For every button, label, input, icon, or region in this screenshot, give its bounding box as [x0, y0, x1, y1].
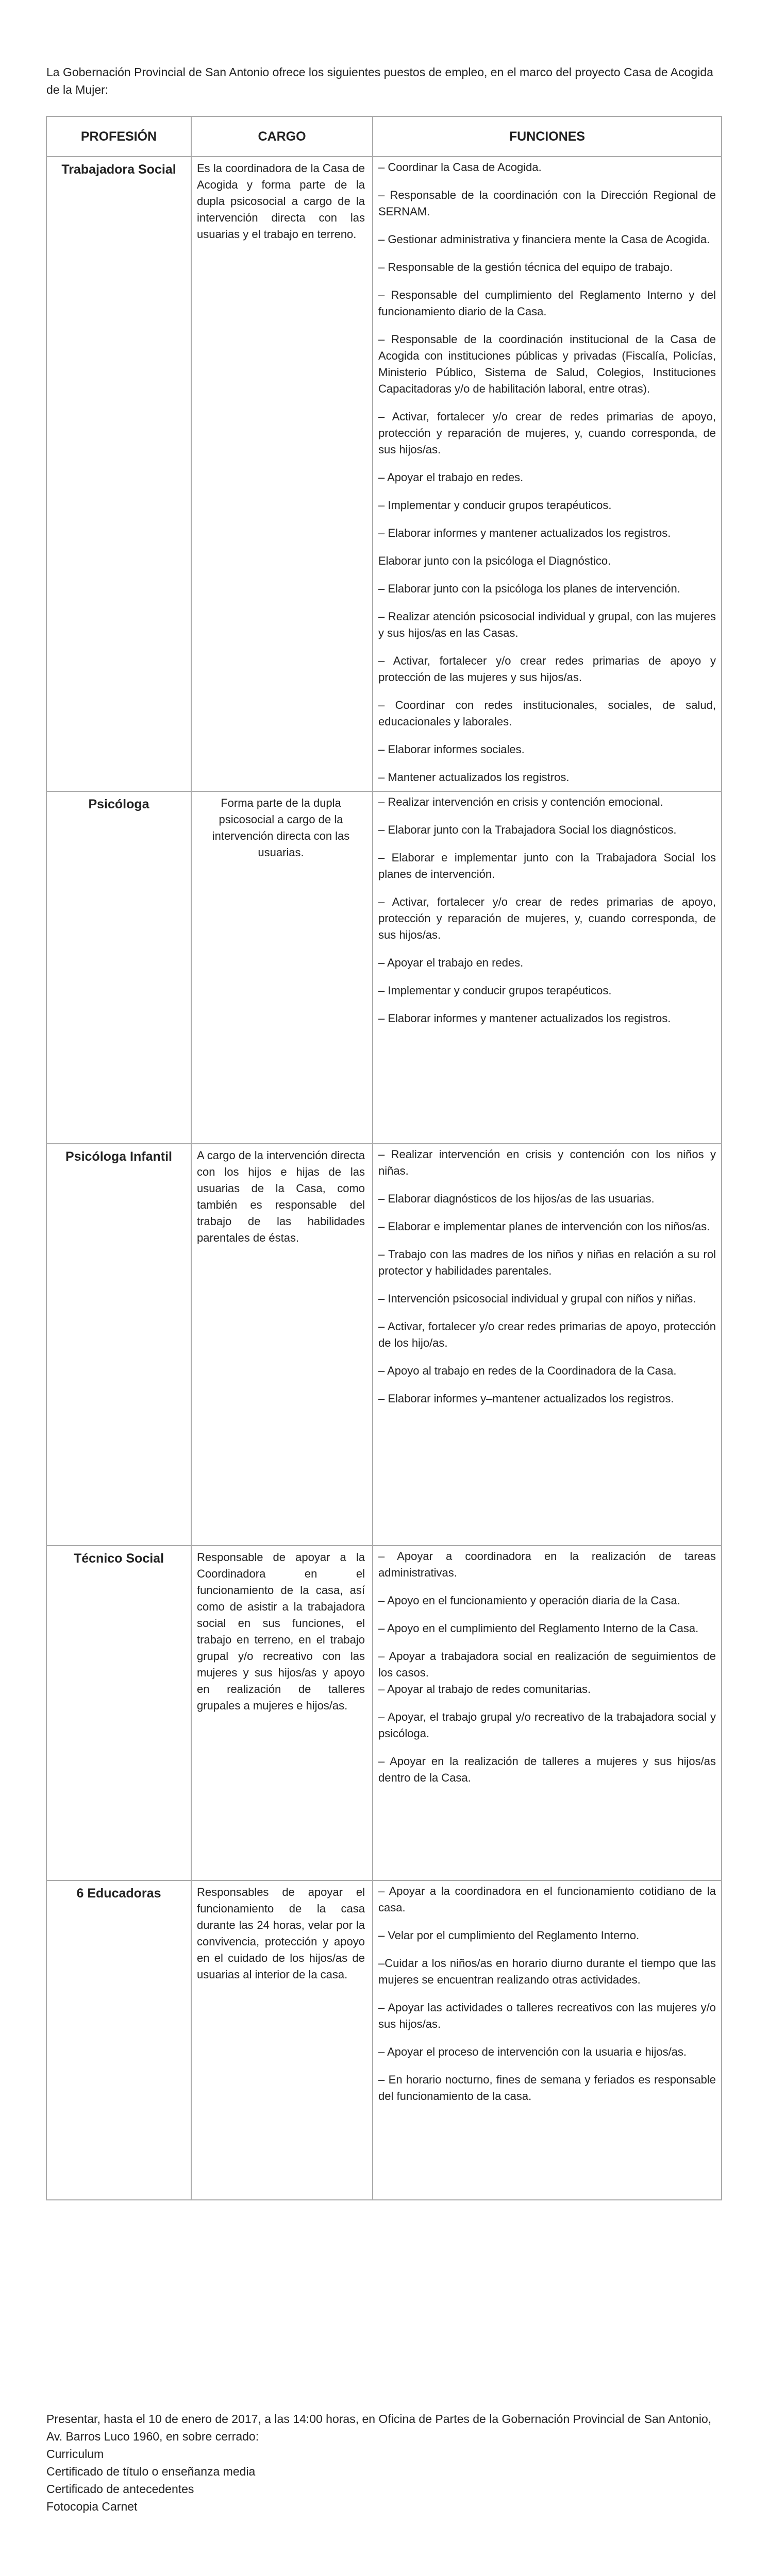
table-row-psicologa-infantil [46, 1144, 722, 1546]
function-item: – Elaborar informes y mantener actualizados los registros. [378, 1012, 671, 1025]
function-item: – Elaborar informes y–mantener actualizados los registros. [378, 1392, 674, 1405]
funciones-cell [373, 791, 722, 1144]
function-item: Elaborar junto con la psicóloga el Diagnóstico. [378, 554, 611, 567]
function-item: – Activar, fortalecer y/o crear de redes primarias de apoyo, protección y reparación de mujeres, y, cuando corresponda, de sus hijos/as. [378, 410, 716, 456]
function-item: – En horario nocturno, fines de semana y feriados es responsable del funcionamiento de la casa. [378, 2073, 716, 2103]
intro-paragraph: La Gobernación Provincial de San Antonio ofrece los siguientes puestos de empleo, en el marco del proyecto Casa de Acogida de la Mujer: [46, 65, 713, 96]
function-item: – Apoyar al trabajo de redes comunitarias. [378, 1683, 591, 1696]
function-item: – Activar, fortalecer y/o crear redes primarias de apoyo, protección de los hijo/as. [378, 1320, 716, 1349]
profesion-cell: Psicóloga [46, 791, 191, 1144]
table-row-trabajadora-social [46, 157, 722, 791]
funciones-cell [373, 1144, 722, 1546]
function-item: – Apoyar las actividades o talleres recreativos con las mujeres y/o sus hijos/as. [378, 2001, 716, 2030]
function-item: – Apoyo en el cumplimiento del Reglamento Interno de la Casa. [378, 1622, 699, 1635]
function-item: – Apoyo en el funcionamiento y operación diaria de la Casa. [378, 1594, 680, 1607]
function-item: – Responsable de la coordinación institucional de la Casa de Acogida con instituciones públicas y privadas (Fiscalía, Policías, Ministerio Público, Sistema de Salud, Colegios, Instituciones Capacitadoras y/o de habilitación laboral, entre otras). [378, 333, 716, 395]
header-cargo: CARGO [191, 116, 373, 157]
cargo-cell: Forma parte de la dupla psicosocial a cargo de la intervención directa con las usuarias. [191, 791, 373, 1144]
function-item: – Apoyar a trabajadora social en realización de seguimientos de los casos. [378, 1650, 716, 1679]
function-item: – Apoyar, el trabajo grupal y/o recreativo de la trabajadora social y psicóloga. [378, 1710, 716, 1740]
requirement-item: Curriculum [46, 2447, 104, 2461]
function-item: – Gestionar administrativa y financiera mente la Casa de Acogida. [378, 233, 710, 246]
function-item: – Mantener actualizados los registros. [378, 771, 570, 784]
header-funciones: FUNCIONES [373, 116, 722, 157]
function-item: – Apoyar en la realización de talleres a mujeres y sus hijos/as dentro de la Casa. [378, 1755, 716, 1784]
funciones-cell [373, 157, 722, 791]
function-item: – Realizar intervención en crisis y contención emocional. [378, 795, 663, 808]
table-header-row [46, 116, 722, 157]
function-item: – Elaborar informes sociales. [378, 743, 525, 756]
function-item: – Implementar y conducir grupos terapéuticos. [378, 499, 612, 512]
function-item: – Apoyar el trabajo en redes. [378, 956, 524, 969]
function-item: – Elaborar e implementar planes de intervención con los niños/as. [378, 1220, 710, 1233]
function-item: –Cuidar a los niños/as en horario diurno durante el tiempo que las mujeres se encuentran realizando otras actividades. [378, 1957, 716, 1986]
function-item: – Apoyar a coordinadora en la realización de tareas administrativas. [378, 1550, 716, 1579]
function-item: – Apoyo al trabajo en redes de la Coordinadora de la Casa. [378, 1364, 677, 1377]
function-item: – Apoyar a la coordinadora en el funcionamiento cotidiano de la casa. [378, 1885, 716, 1914]
requirement-item: Certificado de antecedentes [46, 2482, 194, 2496]
function-item: – Activar, fortalecer y/o crear redes primarias de apoyo y protección de las mujeres y sus hijos/as. [378, 654, 716, 684]
function-item: – Trabajo con las madres de los niños y niñas en relación a su rol protector y habilidades parentales. [378, 1248, 716, 1277]
job-positions-table [46, 116, 722, 2200]
function-item: – Elaborar diagnósticos de los hijos/as de las usuarias. [378, 1192, 655, 1205]
cargo-cell: A cargo de la intervención directa con los hijos e hijas de las usuarias de la Casa, como también es responsable del trabajo de las habilidades parentales de éstas. [191, 1144, 373, 1546]
funciones-cell [373, 1880, 722, 2200]
function-item: – Apoyar el trabajo en redes. [378, 471, 524, 484]
function-item: – Activar, fortalecer y/o crear de redes primarias de apoyo, protección y reparación de mujeres, y, cuando corresponda, de sus hijos/as. [378, 895, 716, 941]
cargo-cell: Responsable de apoyar a la Coordinadora en el funcionamiento de la casa, así como de asistir a la trabajadora social en sus funciones, el trabajo en terreno, en el trabajo grupal y/o recreativo con las mujeres y sus hijos/as y apoyo en realización de talleres grupales a mujeres e hijos/as. [191, 1546, 373, 1880]
requirement-item: Fotocopia Carnet [46, 2500, 138, 2513]
profesion-cell: Trabajadora Social [46, 157, 191, 791]
function-item: – Elaborar junto con la psicóloga los planes de intervención. [378, 582, 680, 595]
function-item: – Responsable del cumplimiento del Reglamento Interno y del funcionamiento diario de la Casa. [378, 289, 716, 318]
function-item: – Coordinar la Casa de Acogida. [378, 161, 542, 174]
profesion-cell: Técnico Social [46, 1546, 191, 1880]
profesion-cell: 6 Educadoras [46, 1880, 191, 2200]
table-row-psicologa [46, 791, 722, 1144]
table-row-educadoras [46, 1880, 722, 2200]
function-item: – Elaborar e implementar junto con la Trabajadora Social los planes de intervención. [378, 851, 716, 880]
submission-instructions [46, 2410, 723, 2515]
cargo-cell: Es la coordinadora de la Casa de Acogida y forma parte de la dupla psicosocial a cargo de la intervención directa con las usuarias y el trabajo en terreno. [191, 157, 373, 791]
function-item: – Realizar intervención en crisis y contención con los niños y niñas. [378, 1148, 716, 1177]
function-item: – Realizar atención psicosocial individual y grupal, con las mujeres y sus hijos/as en las Casas. [378, 610, 716, 639]
table-row-tecnico-social [46, 1546, 722, 1880]
requirement-item: Certificado de título o enseñanza media [46, 2465, 256, 2478]
function-item: – Responsable de la coordinación con la Dirección Regional de SERNAM. [378, 189, 716, 218]
function-item: – Elaborar informes y mantener actualizados los registros. [378, 527, 671, 539]
function-item: – Intervención psicosocial individual y grupal con niños y niñas. [378, 1292, 696, 1305]
cargo-cell: Responsables de apoyar el funcionamiento de la casa durante las 24 horas, velar por la convivencia, protección y apoyo en el cuidado de los hijos/as de usuarias al interior de la casa. [191, 1880, 373, 2200]
submission-paragraph: Presentar, hasta el 10 de enero de 2017, a las 14:00 horas, en Oficina de Partes de la Gobernación Provincial de San Antonio, Av. Barros Luco 1960, en sobre cerrado: [46, 2412, 712, 2443]
function-item: – Coordinar con redes institucionales, sociales, de salud, educacionales y laborales. [378, 699, 716, 728]
function-item: – Elaborar junto con la Trabajadora Social los diagnósticos. [378, 823, 677, 836]
function-item: – Velar por el cumplimiento del Reglamento Interno. [378, 1929, 640, 1942]
function-item: – Apoyar el proceso de intervención con la usuaria e hijos/as. [378, 2045, 687, 2058]
function-item: – Implementar y conducir grupos terapéuticos. [378, 984, 612, 997]
header-profesion: PROFESIÓN [46, 116, 191, 157]
profesion-cell: Psicóloga Infantil [46, 1144, 191, 1546]
function-item: – Responsable de la gestión técnica del equipo de trabajo. [378, 261, 673, 274]
funciones-cell [373, 1546, 722, 1880]
